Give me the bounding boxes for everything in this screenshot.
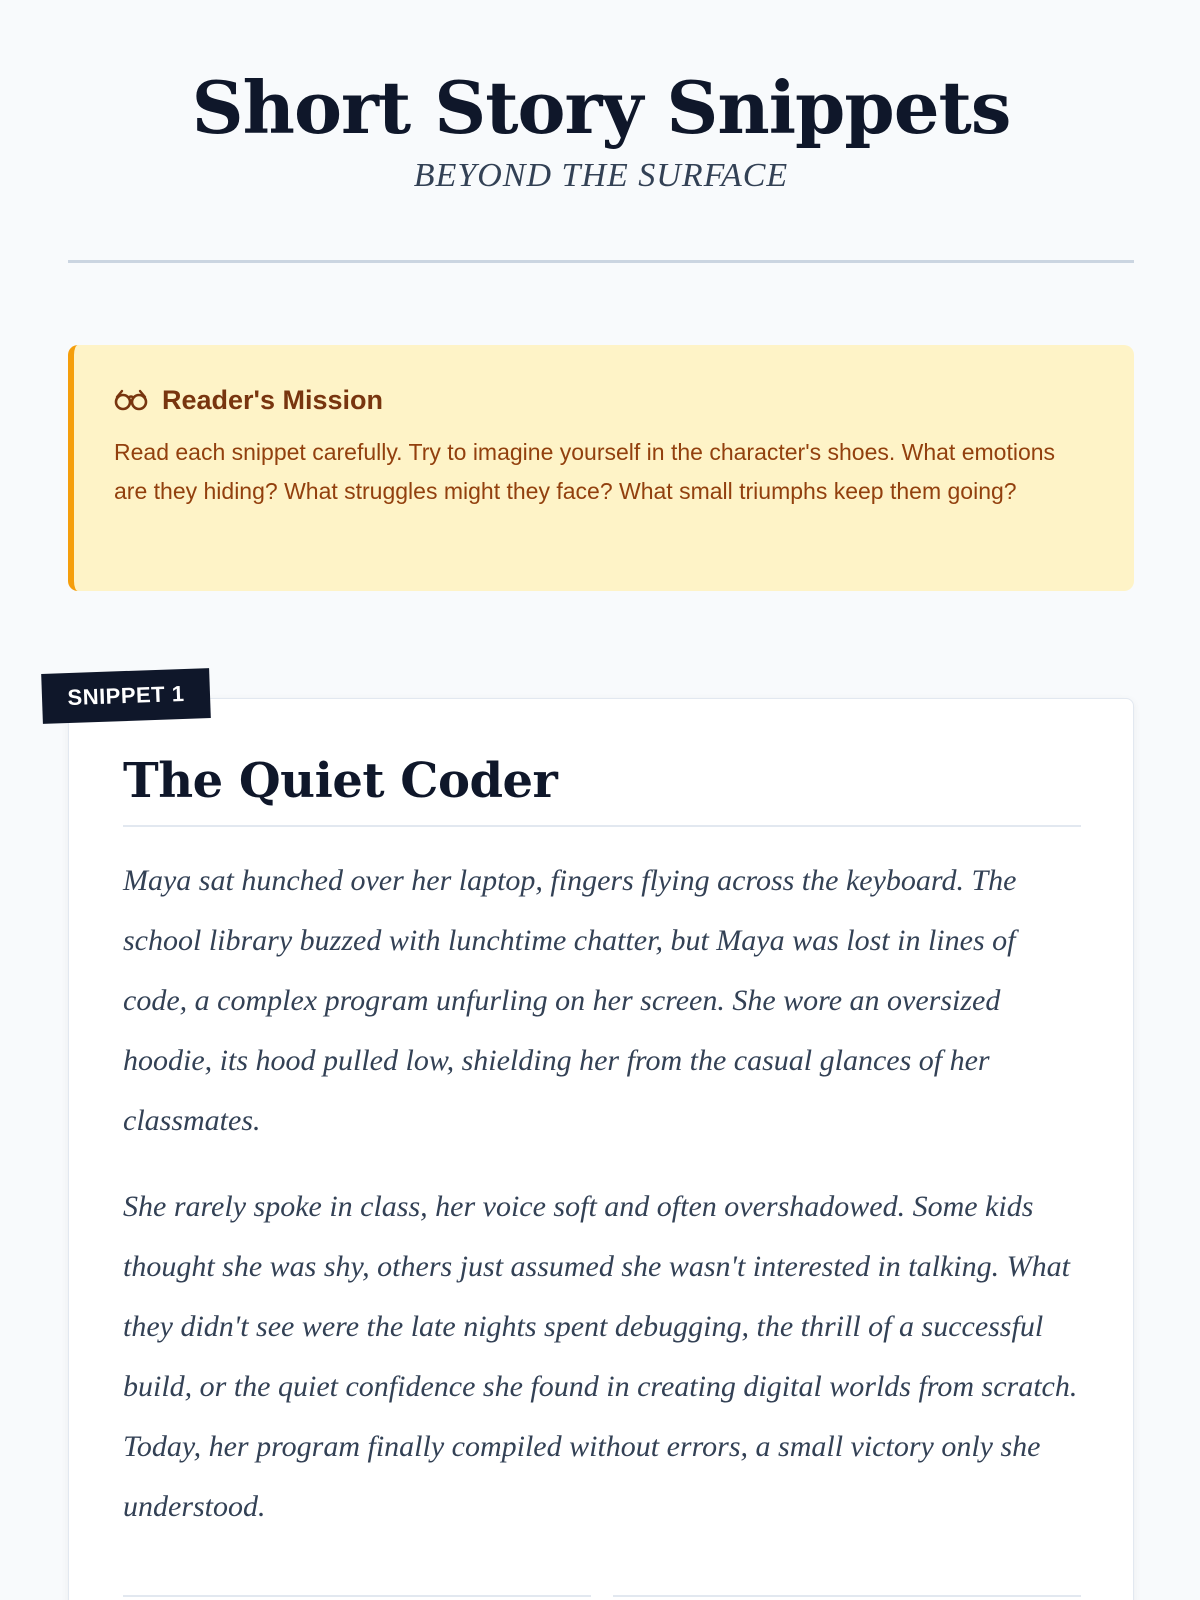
mission-heading xyxy=(114,383,1094,417)
story-title: The Quiet Coder xyxy=(123,753,558,809)
mission-title: Reader's Mission xyxy=(162,384,383,415)
glasses-icon xyxy=(114,389,148,411)
page-header xyxy=(68,60,1134,196)
snippet-card xyxy=(68,698,1134,1600)
footer-divider-right xyxy=(613,1595,1081,1597)
story-paragraph: She rarely spoke in class, her voice soft and often overshadowed. Some kids thought she was shy, others just assumed she wasn't interested in talking. What they didn't see were the late nights spent debugging, the thrill of a successful build, or the quiet confidence she found in creating digital worlds from scratch. Today, her program finally compiled without errors, a small victory only she understood. xyxy=(123,1190,1078,1523)
page-title: Short Story Snippets xyxy=(191,65,1011,150)
snippet-badge: SNIPPET 1 xyxy=(41,668,211,724)
readers-mission-callout xyxy=(68,345,1134,591)
footer-divider-left xyxy=(123,1595,591,1597)
title-divider xyxy=(123,825,1081,827)
header-divider xyxy=(68,260,1134,263)
card-footer-divider xyxy=(123,1595,1081,1597)
page-subtitle: BEYOND THE SURFACE xyxy=(413,157,789,194)
story-paragraph: Maya sat hunched over her laptop, fingers flying across the keyboard. The school library buzzed with lunchtime chatter, but Maya was lost in lines of code, a complex program unfurling on her screen. She wore an oversized hoodie, its hood pulled low, shielding her from the casual glances of her classmates. xyxy=(123,864,1017,1137)
mission-text: Read each snippet carefully. Try to imagine yourself in the character's shoes. What emotions are they hiding? What struggles might they face? What small triumphs keep them going? xyxy=(114,439,1056,504)
